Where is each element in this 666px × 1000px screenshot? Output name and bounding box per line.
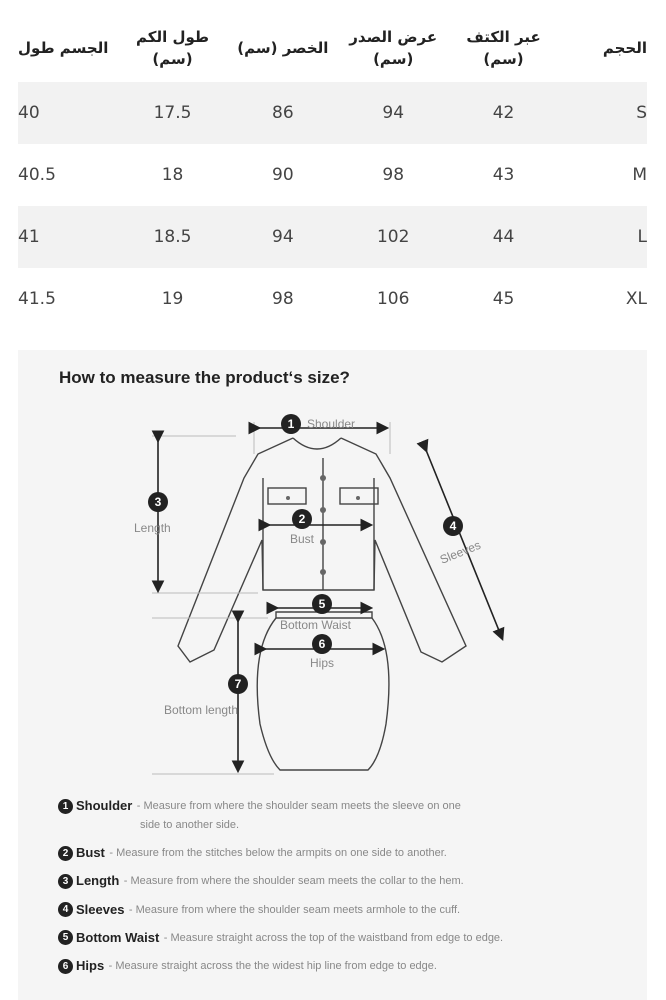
cell-shoulder: 42 — [492, 103, 515, 123]
size-table — [18, 14, 647, 330]
legend-desc: - Measure straight across the top of the waistband from edge to edge. — [163, 931, 504, 944]
badge-3: 3 — [154, 495, 162, 509]
measure-legend — [58, 798, 638, 986]
label-hips: Hips — [310, 656, 335, 670]
legend-item-shoulder — [58, 798, 638, 833]
cell-sleeve: 18.5 — [153, 227, 192, 247]
legend-term: Shoulder — [76, 798, 133, 813]
legend-number: 2 — [58, 846, 73, 861]
header-shoulder: عبر الكتف (سم) — [466, 28, 541, 68]
label-sleeves: Sleeves — [437, 537, 483, 567]
cell-waist: 94 — [272, 227, 294, 247]
cell-bust: 106 — [376, 289, 410, 309]
legend-desc: - Measure from the stitches below the armpits on one side to another. — [109, 847, 447, 860]
legend-number: 5 — [58, 930, 73, 945]
label-bust: Bust — [290, 532, 315, 546]
legend-item-bust — [58, 845, 638, 861]
cell-size: L — [637, 227, 647, 247]
cell-length: 41.5 — [18, 289, 56, 309]
legend-item-length — [58, 873, 638, 889]
legend-item-sleeves — [58, 902, 638, 918]
cell-length: 41 — [18, 227, 40, 247]
cell-bust: 102 — [376, 227, 410, 247]
header-bust: عرض الصدر (سم) — [349, 28, 438, 68]
label-length: Length — [134, 521, 171, 535]
legend-desc: - Measure from where the shoulder seam meets the collar to the hem. — [123, 875, 464, 888]
legend-item-bottom-waist — [58, 930, 638, 946]
cell-length: 40.5 — [18, 165, 56, 185]
cell-sleeve: 18 — [161, 165, 184, 185]
legend-item-hips — [58, 958, 638, 974]
header-sleeve: طول الكم (سم) — [136, 28, 210, 68]
guide-title: How to measure the product‘s size? — [59, 368, 350, 387]
legend-number: 1 — [58, 799, 73, 814]
legend-term: Hips — [76, 958, 105, 974]
number-badges — [148, 414, 463, 694]
cell-waist: 90 — [272, 165, 294, 185]
cell-length: 40 — [18, 103, 40, 123]
cell-sleeve: 19 — [161, 289, 184, 309]
label-bottom-waist: Bottom Waist — [280, 618, 351, 632]
legend-desc: - Measure from where the shoulder seam meets the sleeve on one — [136, 800, 461, 812]
legend-term: Length — [76, 873, 120, 889]
cell-waist: 86 — [272, 103, 294, 123]
badge-1: 1 — [287, 417, 295, 431]
table-row — [18, 268, 647, 330]
badge-4: 4 — [449, 519, 457, 533]
cell-bust: 94 — [382, 103, 405, 123]
cell-size: M — [632, 165, 647, 185]
cell-waist: 98 — [272, 289, 294, 309]
table-row — [18, 82, 647, 144]
legend-number: 6 — [58, 959, 73, 974]
legend-term: Bust — [76, 845, 105, 861]
legend-number: 4 — [58, 902, 73, 917]
badge-5: 5 — [318, 597, 326, 611]
garment-diagram — [18, 350, 647, 790]
cell-bust: 98 — [382, 165, 405, 185]
cell-size: S — [636, 103, 647, 123]
cell-size: XL — [625, 289, 647, 309]
legend-term: Sleeves — [76, 901, 125, 917]
badge-6: 6 — [318, 637, 326, 651]
table-header-row — [18, 14, 647, 82]
legend-desc-cont: side to another side. — [140, 819, 240, 832]
badge-2: 2 — [298, 512, 306, 526]
cell-shoulder: 45 — [492, 289, 515, 309]
measure-guide-panel — [18, 350, 647, 1000]
cell-shoulder: 44 — [492, 227, 515, 247]
legend-desc: - Measure from where the shoulder seam meets armhole to the cuff. — [128, 903, 461, 916]
table-row — [18, 206, 647, 268]
label-shoulder: Shoulder — [307, 417, 356, 431]
label-bottom-length: Bottom length — [164, 703, 239, 717]
legend-desc: - Measure straight across the the widest hip line from edge to edge. — [108, 960, 437, 973]
cell-sleeve: 17.5 — [153, 103, 192, 123]
table-row — [18, 144, 647, 206]
guide-lines — [152, 422, 390, 774]
legend-number: 3 — [58, 874, 73, 889]
badge-7: 7 — [234, 677, 242, 691]
legend-term: Bottom Waist — [76, 929, 160, 945]
header-size: الحجم — [602, 39, 647, 57]
cell-shoulder: 43 — [492, 165, 515, 185]
header-waist: الخصر (سم) — [237, 39, 329, 57]
header-length: الجسم طول — [18, 39, 109, 57]
